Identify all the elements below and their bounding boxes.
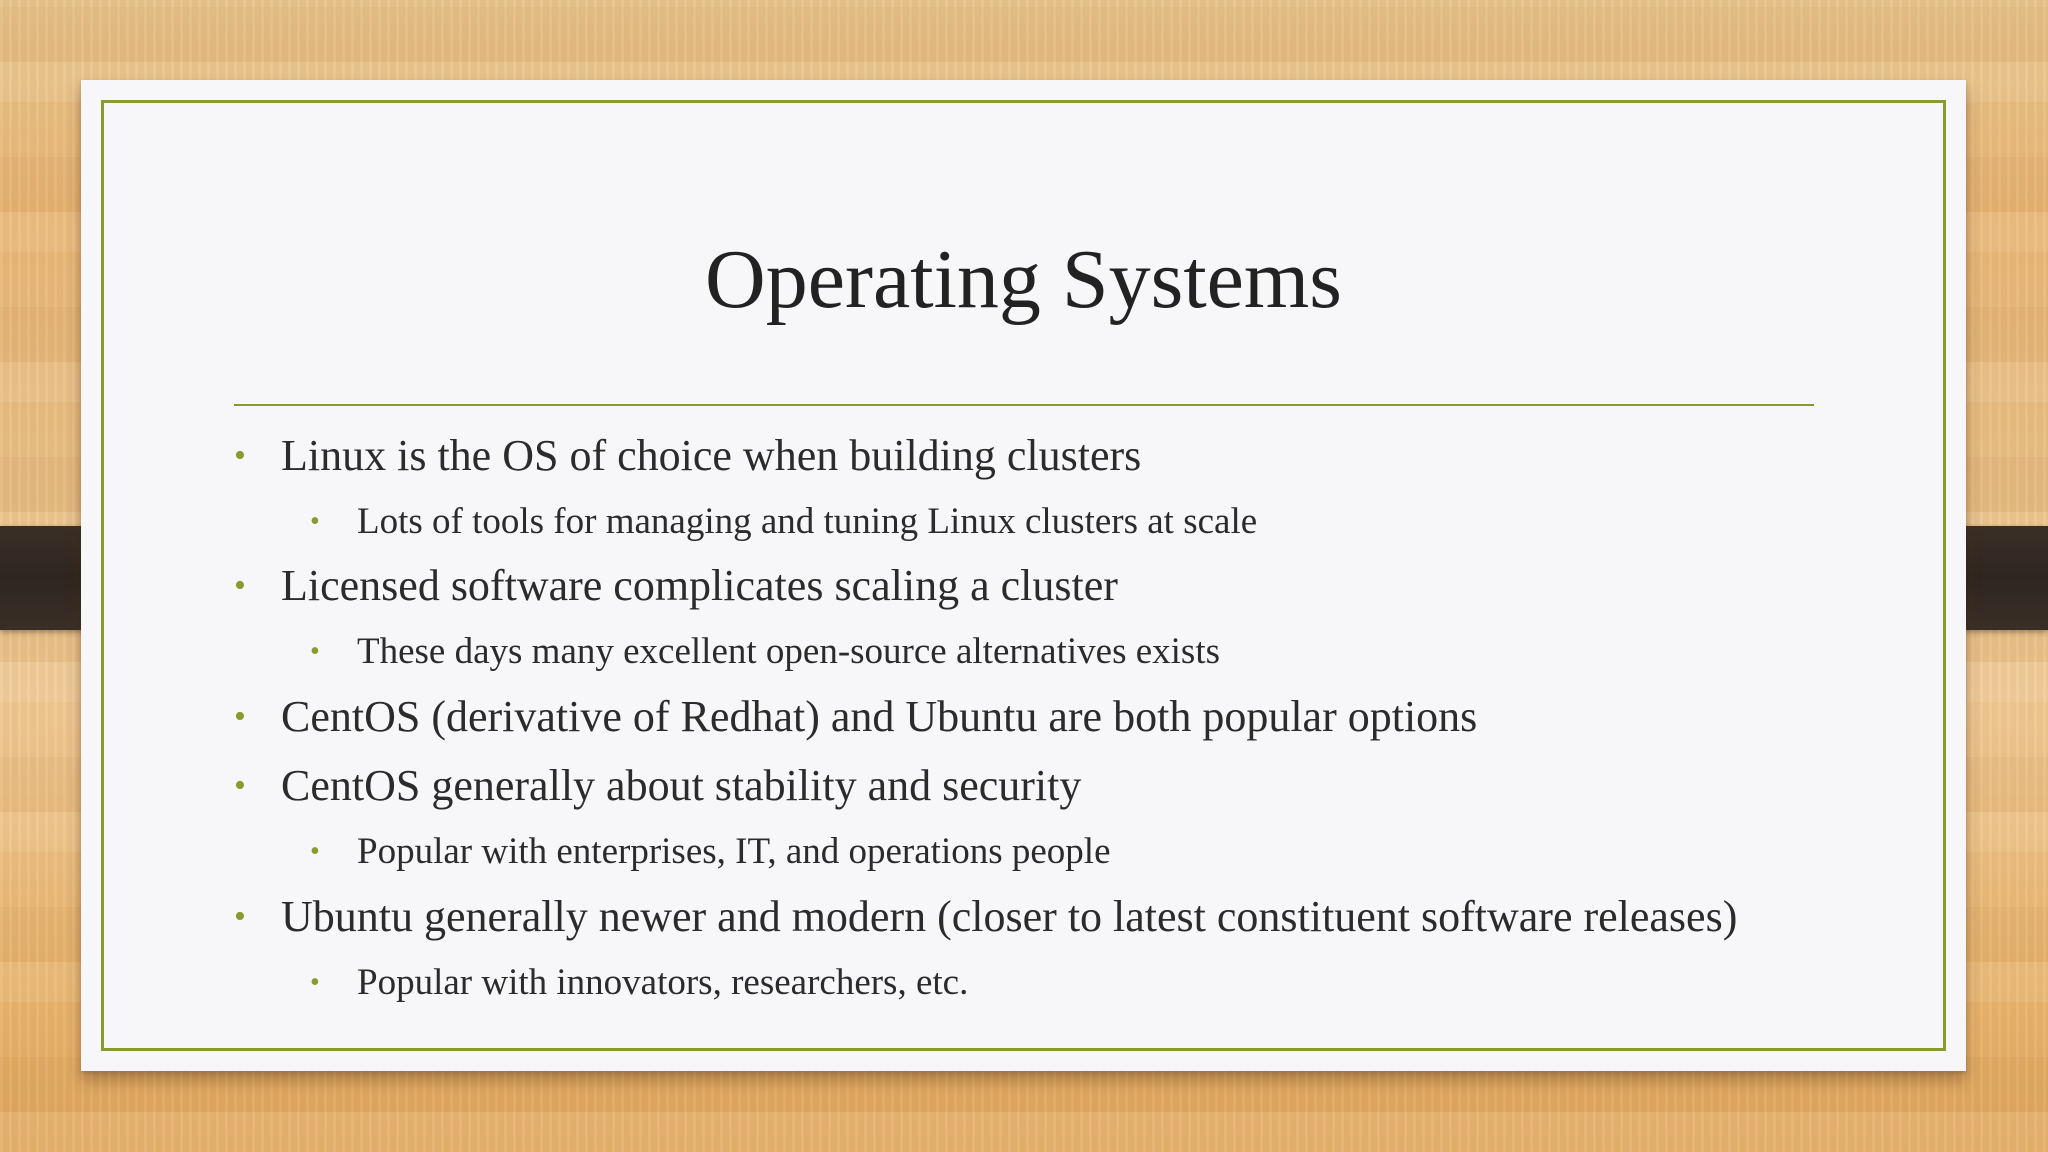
bullet-text: CentOS (derivative of Redhat) and Ubuntu are both popular options [281,692,1478,741]
bullet-dot-icon: • [234,567,246,604]
bullet-text: Popular with enterprises, IT, and operations people [357,831,1111,872]
bullet-dot-icon: • [310,836,320,867]
bullet-dot-icon: • [234,767,246,804]
bullet-text: Linux is the OS of choice when building clusters [281,431,1142,480]
bullet-dot-icon: • [234,698,246,735]
bullet-dot-icon: • [310,967,320,998]
bullet-dot-icon: • [234,437,246,474]
slide-card [81,80,1966,1071]
bullet-text: Ubuntu generally newer and modern (closer to latest constituent software releases) [281,892,1738,941]
bullet-dot-icon: • [234,898,246,935]
slide-title: Operating Systems [705,233,1342,326]
bullet-text: Lots of tools for managing and tuning Linux clusters at scale [357,501,1258,542]
bullet-text: CentOS generally about stability and security [281,761,1082,810]
bullet-text: Licensed software complicates scaling a cluster [281,561,1118,610]
bullet-text: Popular with innovators, researchers, etc. [357,962,969,1003]
bullet-dot-icon: • [310,636,320,667]
bullet-list [81,80,1966,1071]
bullet-text: These days many excellent open-source alternatives exists [357,631,1221,672]
bullet-dot-icon: • [310,506,320,537]
